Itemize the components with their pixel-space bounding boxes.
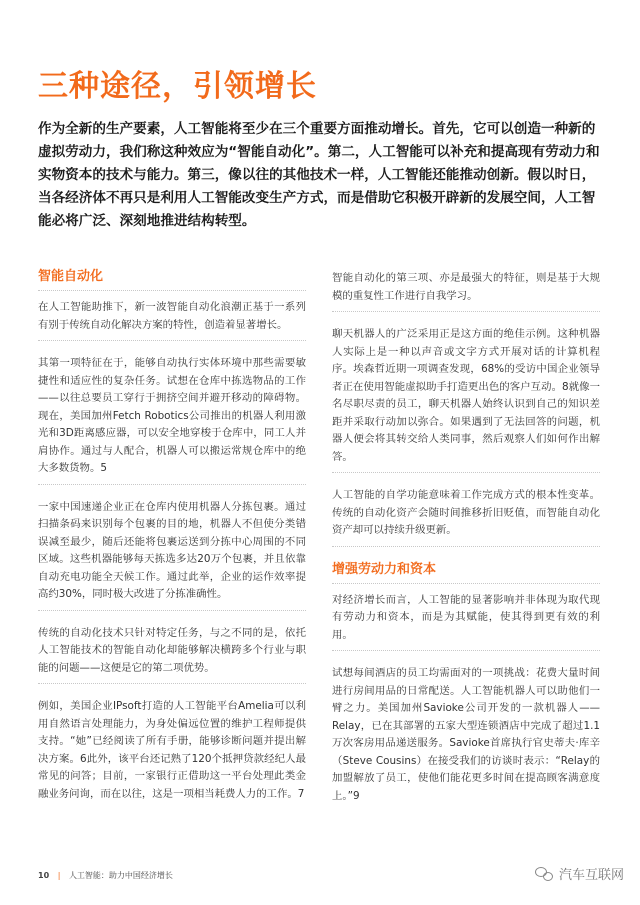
right-paragraph-1: 智能自动化的第三项、亦是最强大的特征，则是基于大规模的重复性工作进行自我学习。 (332, 270, 600, 312)
right-paragraph-4: 对经济增长而言，人工智能的显著影响并非体现为取代现有劳动力和资本，而是为其赋能，使其得到更有效的利用。 (332, 592, 600, 652)
right-column (332, 270, 600, 825)
watermark (535, 864, 624, 883)
left-paragraph-2: 其第一项特征在于，能够自动执行实体环境中那些需要敏捷性和适应性的复杂任务。试想在仓库中拣选物品的工作——以往总要员工穿行于拥挤空间并避开移动的障碍物。现在，美国加州Fetch Robotics公司推出的机器人利用激光和3D距离感应器，可以安全地穿梭于仓库中，同工人并肩协作。通过与人配合，机器人可以搬运常规仓库中的绝大多数货物。5 (38, 355, 306, 485)
wechat-icon (535, 867, 553, 881)
right-paragraph-5: 试想每间酒店的员工均需面对的一项挑战：花费大量时间进行房间用品的日常配送。人工智能机器人可以助他们一臂之力。美国加州Savioke公司开发的一款机器人——Relay，已在其部署的五家大型连锁酒店中完成了超过1.1万次客房用品递送服务。Savioke首席执行官史蒂夫·库辛（Steve Cousins）在接受我们的访谈时表示：“Relay的加盟解放了员工，使他们能花更多时间在提高顾客满意度上。”9 (332, 667, 600, 802)
left-paragraph-3: 一家中国速递企业正在仓库内使用机器人分拣包裹。通过扫描条码来识别每个包裹的目的地，机器人不但使分类错误减至最少，随后还能将包裹运送到分拣中心周围的不同区域。这些机器能够每天拣选多达20万个包裹，并且依靠自动充电功能全天候工作。通过此举，企业的运作效率提高约30%，同时极大改进了分拣准确性。 (38, 499, 306, 611)
left-paragraph-5: 例如，美国企业IPsoft打造的人工智能平台Amelia可以利用自然语言处理能力，为身处偏远位置的维护工程师提供支持。“她”已经阅读了所有手册，能够诊断问题并提出解决方案。6此外，该平台还记熟了120个抵押贷款经纪人最常见的问答；目前，一家银行正借助这一平台处理此类金融业务问询，而在以往，这是一项相当耗费人力的工作。7 (38, 700, 306, 800)
footer-text: 人工智能：助力中国经济增长 (68, 871, 173, 880)
page-number: 10 (38, 871, 50, 880)
left-paragraph-1: 在人工智能助推下，新一波智能自动化浪潮正基于一系列有别于传统自动化解决方案的特性，创造着显著增长。 (38, 299, 306, 341)
left-paragraph-4: 传统的自动化技术只针对特定任务，与之不同的是，依托人工智能技术的智能自动化却能够解决横跨多个行业与职能的问题——这便是它的第二项优势。 (38, 625, 306, 685)
watermark-text: 汽车互联网 (558, 868, 624, 883)
intro-paragraph: 作为全新的生产要素，人工智能将至少在三个重要方面推动增长。首先，它可以创造一种新的虚拟劳动力，我们称这种效应为“智能自动化”。第二，人工智能可以补充和提高现有劳动力和实物资本的技术与能力。第三，像以往的其他技术一样，人工智能还能推动创新。假以时日，当各经济体不再只是利用人工智能改变生产方式，而是借助它积极开辟新的发展空间，人工智能必将广泛、深刻地推进结构转型。 (38, 121, 600, 229)
left-column (38, 268, 306, 823)
page-title: 三种途径，引领增长 (38, 69, 317, 104)
right-paragraph-2: 聊天机器人的广泛采用正是这方面的绝佳示例。这种机器人实际上是一种以声音或文字方式开展对话的计算机程序。埃森哲近期一项调查发现，68%的受访中国企业领导者正在使用智能虚拟助手打造更出色的客户互动。8就像一名尽职尽责的员工，聊天机器人始终认识到自己的知识差距并采取行动加以弥合。如果遇到了无法回答的问题，机器人便会将其转交给人类同事，然后观察人们如何作出解答。 (332, 326, 600, 473)
section-heading-intelligent-automation: 智能自动化 (38, 268, 306, 291)
page-footer (38, 870, 173, 881)
right-paragraph-3: 人工智能的自学功能意味着工作完成方式的根本性变革。传统的自动化资产会随时间推移折旧贬值，而智能自动化资产却可以持续升级更新。 (332, 487, 600, 547)
footer-separator: | (57, 871, 61, 880)
section-heading-augment-labor-capital: 增强劳动力和资本 (332, 561, 600, 584)
